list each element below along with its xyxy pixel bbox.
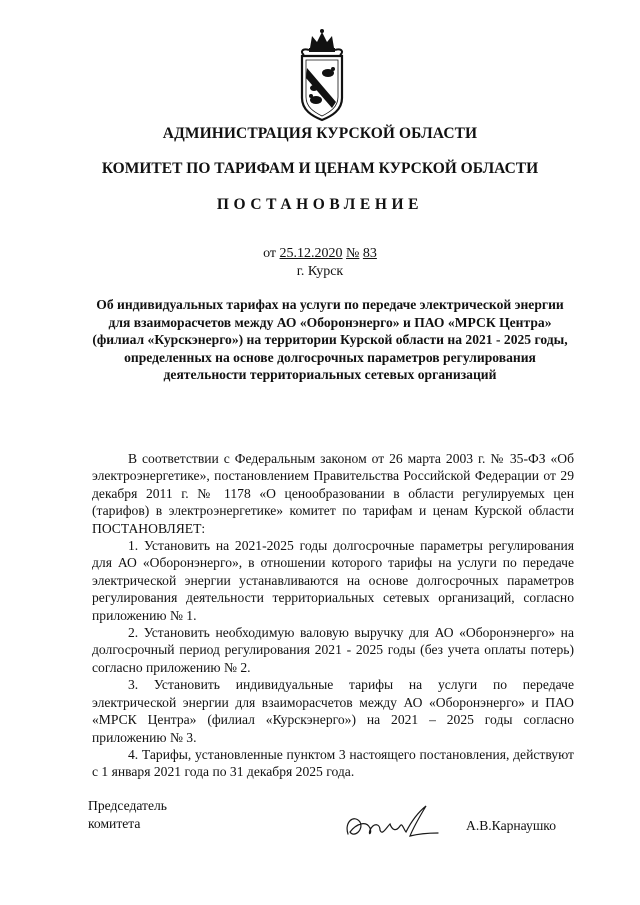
- handwritten-signature: [340, 800, 440, 846]
- signatory-title-line-2: комитета: [88, 816, 141, 831]
- document-number: 83: [362, 246, 377, 261]
- preamble-paragraph: В соответствии с Федеральным законом от 26 марта 2003 г. № 35-ФЗ «Об электроэнергетике», постановлением Правительства Российской Федерации от 29 декабря 2011 г. № 1178 «О ценообразовании в области регулируемых цен (тарифов) в электроэнергетике» комитет по тарифам и ценам Курской области ПОСТАНОВЛЯЕТ:: [92, 451, 574, 536]
- clause-1: 1. Установить на 2021-2025 годы долгосрочные параметры регулирования для АО «Оборонэнерго», в отношении которого тарифы на услуги по передаче электрической энергии устанавливаются на основе долгосрочных параметров регулирования деятельности территориальных сетевых организаций, согласно приложению № 1.: [92, 538, 574, 623]
- clause-3: 3. Установить индивидуальные тарифы на услуги по передаче электрической энергии для взаиморасчетов между АО «Оборонэнерго» и ПАО «МРСК Центра» (филиал «Курскэнерго») на 2021 – 2025 годы согласно приложению № 3.: [92, 677, 574, 745]
- document-city: г. Курск: [296, 264, 344, 279]
- document-body: [92, 450, 574, 781]
- coat-of-arms-icon: [292, 28, 352, 124]
- signatory-title: [88, 797, 167, 833]
- clause-4: 4. Тарифы, установленные пунктом 3 настоящего постановления, действуют с 1 января 2021 года по 31 декабря 2025 года.: [92, 746, 574, 780]
- committee-heading: КОМИТЕТ ПО ТАРИФАМ И ЦЕНАМ КУРСКОЙ ОБЛАСТИ: [101, 160, 539, 177]
- document-subject: Об индивидуальных тарифах на услуги по передаче электрической энергии для взаиморасчетов между АО «Оборонэнерго» и ПАО «МРСК Центра» (филиал «Курскэнерго») на территории Курской области на 2021 - 2025 годы, определенных на основе долгосрочных параметров регулирования деятельности территориальных сетевых организаций: [92, 297, 568, 383]
- document-date: 25.12.2020: [279, 246, 343, 261]
- document-type-heading: ПОСТАНОВЛЕНИЕ: [216, 196, 424, 213]
- signatory-title-line-1: Председатель: [88, 798, 167, 813]
- dateline: [0, 245, 640, 281]
- signatory-name: А.В.Карнаушко: [466, 818, 556, 833]
- number-sign: №: [346, 246, 360, 261]
- administration-heading: АДМИНИСТРАЦИЯ КУРСКОЙ ОБЛАСТИ: [162, 125, 478, 142]
- clause-2: 2. Установить необходимую валовую выручку для АО «Оборонэнерго» на долгосрочный период регулирования 2021 - 2025 годы (без учета оплаты потерь) согласно приложению № 2.: [92, 625, 574, 675]
- date-prefix: от: [263, 246, 277, 261]
